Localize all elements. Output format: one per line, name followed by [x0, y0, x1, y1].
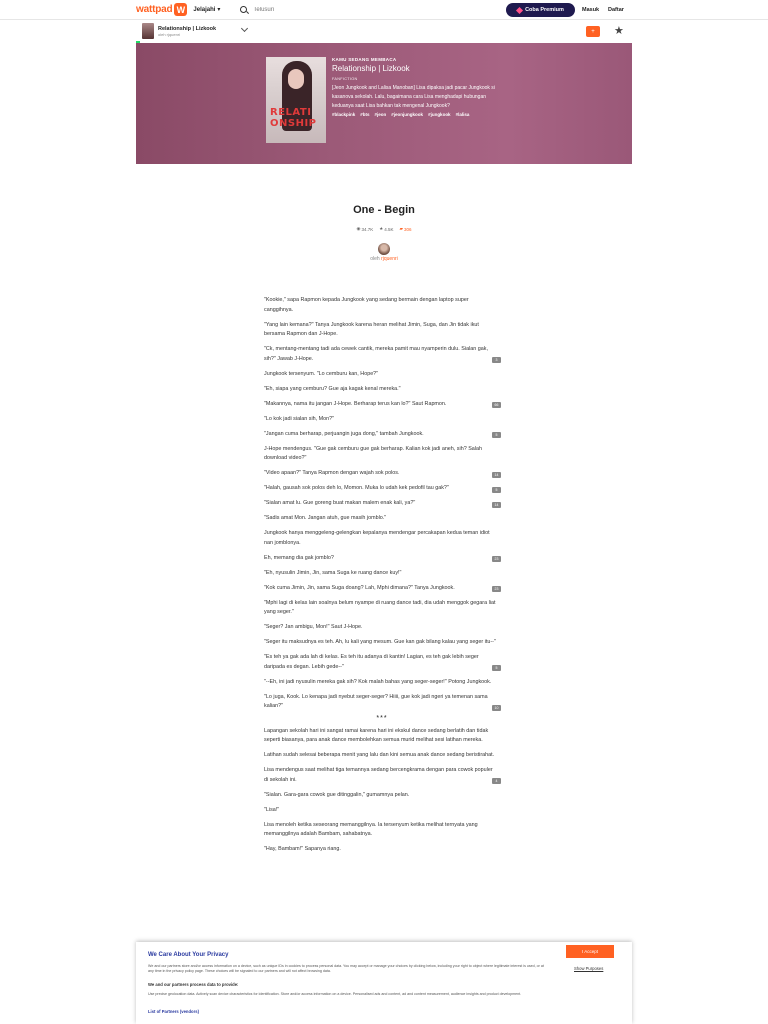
search-input[interactable] — [253, 7, 373, 13]
story-paragraph — [264, 469, 500, 479]
search-box[interactable] — [240, 6, 373, 13]
comment-icon: ▰ — [399, 226, 403, 231]
story-paragraph — [264, 514, 500, 524]
try-premium-button[interactable] — [506, 3, 575, 17]
inline-comment-badge[interactable]: 3 — [492, 357, 501, 363]
story-paragraph — [264, 766, 500, 785]
story-info[interactable] — [158, 26, 216, 37]
votes-count: 4.5K — [384, 226, 394, 232]
paragraph-text: "Makannya, nama itu jangan J-Hope. Berharap terus kan lo?" Saut Rapmon. — [264, 400, 447, 407]
inline-comment-badge[interactable]: 14 — [492, 502, 501, 508]
inline-comment-badge[interactable]: 66 — [492, 402, 501, 408]
logo-text: wattpad — [136, 4, 173, 15]
paragraph-text: J-Hope mendengus. "Gue gak cemburu gue gak berharap. Kalian kok jadi aneh, sih? Salah download video?" — [264, 445, 482, 461]
comments-count: 306 — [403, 226, 412, 232]
author-line — [0, 256, 768, 262]
inline-comment-badge[interactable]: 5 — [492, 487, 501, 493]
chapter-title: One - Begin — [353, 204, 415, 216]
story-paragraph — [264, 653, 500, 672]
story-paragraph — [264, 821, 500, 840]
story-paragraph — [264, 385, 500, 395]
plus-icon: + — [591, 28, 595, 35]
hero-description: [Jeon Jungkook and Lalisa Manoban] Lisa dipaksa jadi pacar Jungkook si kasanova sekolah. Lalu, bagaimana cara Lisa menghadapi hubungan keduanya saat Lisa bahkan tak mengenal Jungkook? — [332, 85, 495, 109]
paragraph-text: "Sialan amat lu. Gue goreng buat makan malem enak kali, ya?" — [264, 500, 416, 506]
tag[interactable]: #jeon — [374, 112, 387, 118]
cookie-text: We and our partners store and/or access information on a device, such as unique IDs in cookies to process personal data. You may accept or manage your choices by clicking below, including your right to object where legitimate interest is used, or at any time in the privacy policy page. These choices will be signaled to our partners and will not affect browsing data. — [148, 964, 544, 973]
paragraph-text: "Kookie," sapa Rapmon kepada Jungkook yang sedang bermain dengan laptop super canggihnya. — [264, 297, 469, 313]
cookie-subtitle: We and our partners process data to provide: — [148, 982, 239, 987]
chapter-body — [264, 296, 500, 860]
paragraph-text: Lapangan sekolah hari ini sangat ramai karena hari ini ekskul dance sedang berlatih dan tidak seperti biasanya, para anak dance membolehkan semua murid melihat sesi latihan mereka. — [264, 727, 489, 743]
paragraph-text: "Lo juga, Kook. Lo kenapa jadi nyebut seger-seger? Hiiii, gue kok jadi ngeri ya temenan sama kalian?" — [264, 693, 488, 709]
paragraph-text: Jungkook tersenyum. "Lo cemburu kan, Hope?" — [264, 370, 379, 377]
cookie-consent-banner — [136, 942, 632, 1024]
story-paragraph — [264, 638, 500, 648]
story-paragraph — [264, 499, 500, 509]
inline-comment-badge[interactable]: 4 — [492, 778, 501, 784]
paragraph-text: "Eh, siapa yang cemburu? Gue aja kagak kenal mereka." — [264, 385, 401, 392]
author-prefix: oleh — [370, 256, 380, 262]
paragraph-text: "Es teh ya gak ada lah di kelas. Es teh itu adanya di kantin! Lagian, es teh gak lebih seger daripada es degan. Lebih gede--" — [264, 654, 479, 670]
story-paragraph — [264, 345, 500, 364]
story-paragraph — [264, 321, 500, 340]
story-paragraph — [264, 430, 500, 440]
story-thumbnail[interactable] — [142, 23, 154, 39]
story-paragraph — [264, 370, 500, 380]
paragraph-text: "Lo kok jadi sialan sih, Mon?" — [264, 415, 335, 422]
hero-title[interactable]: Relationship | Lizkook — [332, 64, 410, 73]
cover-title: RELATI ONSHIP — [270, 107, 317, 129]
story-paragraph — [264, 296, 500, 315]
chapter-stats — [0, 226, 768, 232]
paragraph-text: "Halah, gausah sok polos deh lo, Momon. Muka lo udah kek pedofil tau gak?" — [264, 485, 449, 491]
comments-stat[interactable] — [400, 226, 412, 232]
story-author: oleh rjquenri — [158, 31, 181, 37]
inline-comment-badge[interactable]: 5 — [492, 665, 501, 671]
paragraph-text: Lisa mendengus saat melihat tiga temannya sedang bercengkrama dengan para cowok populer di sekolah ini. — [264, 767, 493, 783]
hero-info — [332, 57, 512, 117]
paragraph-text: "Yang lain kemana?" Tanya Jungkook karena heran melihat Jimin, Suga, dan Jin tidak ikut bersama Rapmon dan J-Hope. — [264, 321, 479, 337]
paragraph-text: "Sadis amat Mon. Jangan atuh, gue masih jomblo." — [264, 515, 387, 521]
search-icon — [240, 6, 247, 13]
tag[interactable]: #lalisa — [455, 112, 470, 118]
explore-menu[interactable] — [193, 6, 220, 13]
login-link[interactable]: Masuk — [582, 7, 600, 13]
paragraph-text: Latihan sudah selesai beberapa menit yang lalu dan kini semua anak dance sedang beristirahat. — [264, 752, 495, 758]
story-paragraph — [264, 727, 500, 746]
inline-comment-badge[interactable]: 5 — [492, 432, 501, 438]
caret-down-icon: ▾ — [217, 7, 221, 13]
logo-mark: W — [174, 3, 187, 16]
tag[interactable]: #jeonjungkook — [391, 112, 424, 118]
story-header-bar — [136, 20, 632, 42]
author-name[interactable]: rjquenri — [381, 256, 398, 262]
story-paragraph — [264, 845, 500, 855]
cookie-title: We Care About Your Privacy — [148, 952, 229, 958]
story-paragraph — [264, 484, 500, 494]
story-hero-banner — [136, 43, 632, 164]
add-to-library-button[interactable] — [586, 26, 600, 37]
inline-comment-badge[interactable]: 23 — [492, 586, 501, 592]
reading-label: KAMU SEDANG MEMBACA — [332, 57, 397, 62]
premium-icon — [516, 6, 523, 13]
story-paragraph — [264, 678, 500, 688]
story-paragraph — [264, 599, 500, 618]
cover-face — [288, 69, 304, 89]
section-divider: *** — [376, 715, 388, 722]
paragraph-text: "Eh, nyusulin Jimin, Jin, sama Suga ke ruang dance kuy!" — [264, 569, 402, 576]
tag[interactable]: #bts — [360, 112, 370, 118]
paragraph-text: "Ck, mentang-mentang tadi ada cewek cantik, mereka pamit mau nyamperin dulu. Sialan gak, sih?" Jawab J-Hope. — [264, 346, 488, 362]
votes-stat — [379, 226, 393, 232]
story-paragraph — [264, 806, 500, 816]
hero-genre: FANFICTION — [332, 77, 358, 81]
story-paragraph — [264, 584, 500, 594]
paragraph-text: "Lisa!" — [264, 806, 280, 813]
paragraph-text: "Sialan. Gara-gara cowok gue ditinggalin," gumamnya pelan. — [264, 791, 410, 798]
show-purposes-link[interactable]: Show Purposes — [574, 966, 604, 971]
explore-label: Jelajahi — [193, 6, 216, 13]
paragraph-text: Lisa menoleh ketika seseorang memanggilnya. Ia tersenyum ketika melihat ternyata yang memanggilnya adalah Bambam, sahabatnya. — [264, 821, 478, 837]
story-paragraph — [264, 529, 500, 548]
tag-list — [332, 112, 512, 117]
story-paragraph — [264, 554, 500, 564]
eye-icon: ◉ — [356, 226, 361, 231]
story-title: Relationship | Lizkook — [158, 25, 217, 32]
story-paragraph — [264, 623, 500, 633]
wattpad-logo[interactable] — [136, 3, 187, 16]
reads-stat — [357, 226, 374, 232]
paragraph-text: Eh, memang dia gak jomblo? — [264, 554, 334, 561]
inline-comment-badge[interactable]: 10 — [492, 705, 501, 711]
inline-comment-badge[interactable]: 23 — [492, 556, 501, 562]
top-navbar — [0, 0, 768, 20]
cookie-purposes-text: Use precise geolocation data. Actively scan device characteristics for identification. Store and/or access information on a device. Personalised ads and content, ad and content measurement, audience insights and product development. — [148, 992, 522, 996]
paragraph-text: "Jangan cuma berharap, perjuangin juga dong," tambah Jungkook. — [264, 430, 424, 437]
author-avatar[interactable] — [378, 243, 390, 255]
star-icon[interactable]: ★ — [614, 25, 624, 37]
paragraph-text: Jungkook hanya menggeleng-gelengkan kepalanya mendengar percakapan kedua teman idiot nan jomblonya. — [264, 530, 490, 546]
story-paragraph — [264, 415, 500, 425]
tag[interactable]: #jungkook — [428, 112, 451, 118]
premium-label: Coba Premium — [525, 7, 564, 13]
story-paragraph — [264, 445, 500, 464]
paragraph-text: "Mphi lagi di kelas lain soalnya belum nyampe di ruang dance tadi, dia udah menggok gegara liat yang seger." — [264, 599, 496, 615]
accept-button[interactable]: I Accept — [566, 945, 614, 958]
story-cover[interactable] — [266, 57, 326, 143]
paragraph-text: "Video apaan?" Tanya Rapmon dengan wajah sok polos. — [264, 470, 400, 476]
paragraph-text: "Kok cuma Jimin, Jin, sama Suga doang? Lah, Mphi dimana?" Tanya Jungkook. — [264, 584, 455, 591]
story-paragraph — [264, 400, 500, 410]
paragraph-text: "Hay, Bambam!" Sapanya riang. — [264, 846, 341, 852]
paragraph-text: "--Eh, ini jadi nyusulin mereka gak sih? Kok malah bahas yang seger-seger!" Potong Jungkook. — [264, 678, 492, 685]
story-paragraph — [264, 751, 500, 761]
partners-link[interactable]: List of Partners (vendors) — [148, 1009, 199, 1014]
story-paragraph — [264, 693, 500, 712]
reads-count: 34.7K — [361, 226, 374, 232]
inline-comment-badge[interactable]: 14 — [492, 472, 501, 478]
story-paragraph — [264, 569, 500, 579]
paragraph-text: "Seger itu maksudnya es teh. Ah, lu kali yang mesum. Gue kan gak bilang kalau yang seger itu--" — [264, 639, 496, 645]
paragraph-text: "Seger? Jan ambigu, Mon!" Saut J-Hope. — [264, 624, 363, 630]
chevron-down-icon[interactable] — [241, 25, 248, 32]
register-link[interactable]: Daftar — [608, 7, 624, 13]
star-icon: ★ — [379, 226, 384, 231]
tag[interactable]: #blackpink — [332, 112, 356, 118]
story-paragraph — [264, 791, 500, 801]
